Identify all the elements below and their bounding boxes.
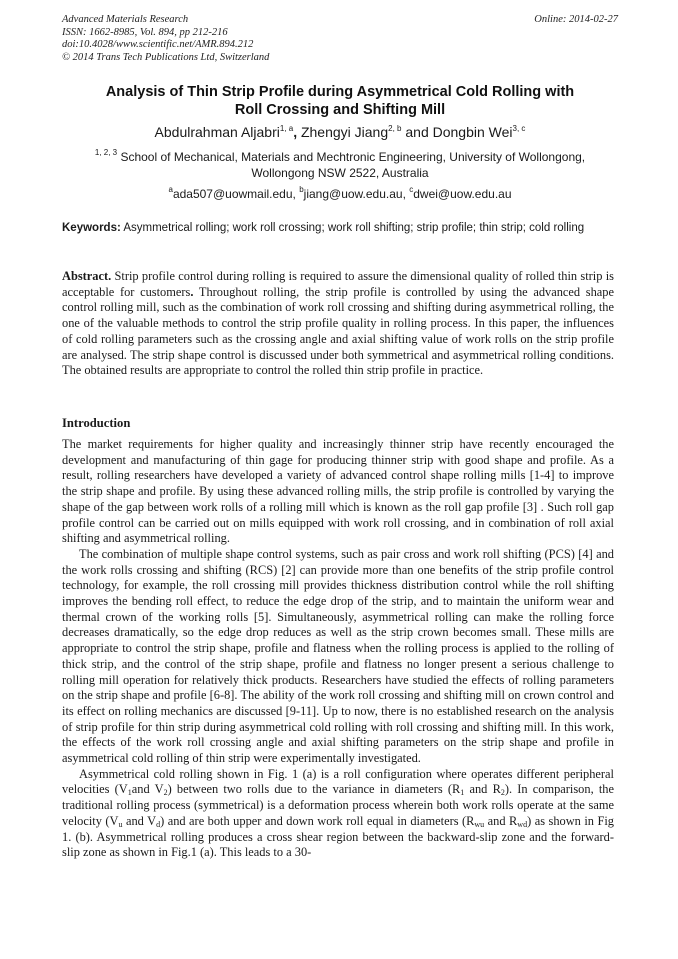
email-address: jiang@uow.edu.au,	[303, 187, 410, 201]
paragraph: Asymmetrical cold rolling shown in Fig. 1 (a) is a roll configuration where operates different peripheral velocities ($V_1and$ $V_2$) between two rolls due to the variance in diameters ($R_1$ and $R_2$). In comparison, the traditional rolling process (symmetrical) is a deformation process wherein both work rolls operate at the same velocity ($V_u$ and $V_d$) and are both upper and down work roll equal in diameters ($R_{wu}$ and $R_{wd}$) as shown in Fig 1. (b). Asymmetrical rolling produces a cross shear region between the backward-slip zone and the forward-slip zone as shown in Fig.1 (a). This leads to a 30-	[62, 766, 614, 860]
author-name: Dongbin Wei	[432, 124, 513, 140]
copyright-line: © 2014 Trans Tech Publications Ltd, Switzerland	[62, 51, 270, 63]
abstract-label: Abstract.	[62, 269, 112, 283]
author-name: Zhengyi Jiang	[300, 124, 389, 140]
paragraph: The market requirements for higher quality and increasingly thinner strip have recently encouraged the development and manufacturing of thin gage for producing thinner strip with good shape and profile. As a result, rolling researchers have developed a variety of advanced control shape rolling mills [1-4] to improve the strip shape and profile. By using these advanced rolling mills, the strip profile is controlled by varying the shape of the gap between work rolls of a rolling mill which is known as the roll gap profile [3] . Such roll gap profile control can be carried out on mills equipped with work roll crossing, and in combination of roll axial shifting and asymmetrical rolling.	[62, 437, 614, 546]
online-date: Online: 2014-02-27	[534, 14, 618, 25]
keywords-label: Keywords:	[62, 222, 121, 234]
author-list	[62, 123, 618, 141]
author-superscript: 2, b	[388, 124, 402, 133]
issn-line: ISSN: 1662-8985, Vol. 894, pp 212-216	[62, 26, 228, 38]
affiliation-superscript: 1, 2, 3	[94, 148, 118, 157]
introduction-body	[62, 437, 614, 861]
affiliation-line-1: School of Mechanical, Materials and Mechtronic Engineering, University of Wollongong,	[120, 150, 586, 164]
email-address: ada507@uowmail.edu,	[172, 187, 300, 201]
author-superscript: 3, c	[512, 124, 526, 133]
affiliation-line-2: Wollongong NSW 2522, Australia	[251, 166, 429, 180]
doi-line: doi:10.4028/www.scientific.net/AMR.894.212	[62, 39, 254, 50]
title-line-2: Roll Crossing and Shifting Mill	[234, 102, 446, 118]
journal-name: Advanced Materials Research	[62, 14, 189, 25]
email-superscript: a	[168, 185, 173, 194]
author-emails	[62, 186, 618, 202]
author-separator: and	[401, 124, 433, 140]
author-separator: ,	[293, 124, 301, 140]
keywords	[62, 221, 614, 235]
abstract-text: Throughout rolling, the strip profile is controlled by using the advanced shape control rolling mill, such as the combination of work roll crossing and shifting during asymmetrical rolling, the one of the valuable methods to control the strip profile quality in rolling process. In this paper, the influences of cold rolling parameters such as the crossing angle and axial shifting value of work rolls on the strip profile are analysed. The strip shape control is discussed under both symmetrical and asymmetrical rolling conditions. The obtained results are appropriate to control the rolled thin strip profile in practice.	[62, 284, 614, 378]
email-superscript: b	[299, 185, 304, 194]
title-line-1: Analysis of Thin Strip Profile during Asymmetrical Cold Rolling with	[105, 84, 575, 100]
email-superscript: c	[409, 185, 414, 194]
abstract-text: Strip profile control during rolling is required to assure the dimensional quality of rolled thin strip is acceptable for customers	[62, 269, 614, 299]
abstract-bold-period: .	[190, 284, 194, 299]
email-address: dwei@uow.edu.au	[413, 187, 512, 201]
journal-header	[62, 14, 618, 64]
section-heading: Introduction	[62, 416, 131, 430]
author-name: Abdulrahman Aljabri	[154, 124, 280, 140]
abstract	[62, 269, 614, 379]
author-superscript: 1, a	[279, 124, 294, 133]
affiliation	[62, 149, 618, 181]
paper-title	[62, 83, 618, 119]
keywords-text: Asymmetrical rolling; work roll crossing; work roll shifting; strip profile; thin strip; cold rolling	[120, 222, 585, 234]
paragraph: The combination of multiple shape control systems, such as pair cross and work roll shifting (PCS) [4] and the work rolls crossing and shifting (RCS) [2] can provide more than one benefits of the strip profile control technology, for example, the roll crossing mill provides thickness distribution control while the roll shifting improves the bending roll effect, to reduce the edge drop of the strip, and to maintain the uniform wear and thermal crown of the working rolls [5]. Simultaneously, asymmetrical rolling can make the rolling force decreases dramatically, so the edge drop reduces as well as the strip crown becomes small. These mills are appropriate to control the strip shape, profile and flatness when the rolling process is applied to the rolling of thick strip, and the control of the strip shape, profile and flatness no longer present a serious challenge to rolling mill operation for relatively thick products. Researchers have studied the effects of rolling parameters on the strip shape and profile [6-8]. The ability of the work roll crossing and shifting mill on crown control and its effect on rolling mechanics are discussed [9-11]. Up to now, there is no established research on the analysis of strip profile for thin strip during asymmetrical cold rolling with roll crossing and shifting mill. In this work, the effects of the work roll crossing angle and axial shifting parameters on the strip shape and profile in asymmetrical cold rolling of thin strip were experimentally investigated.	[62, 546, 614, 766]
